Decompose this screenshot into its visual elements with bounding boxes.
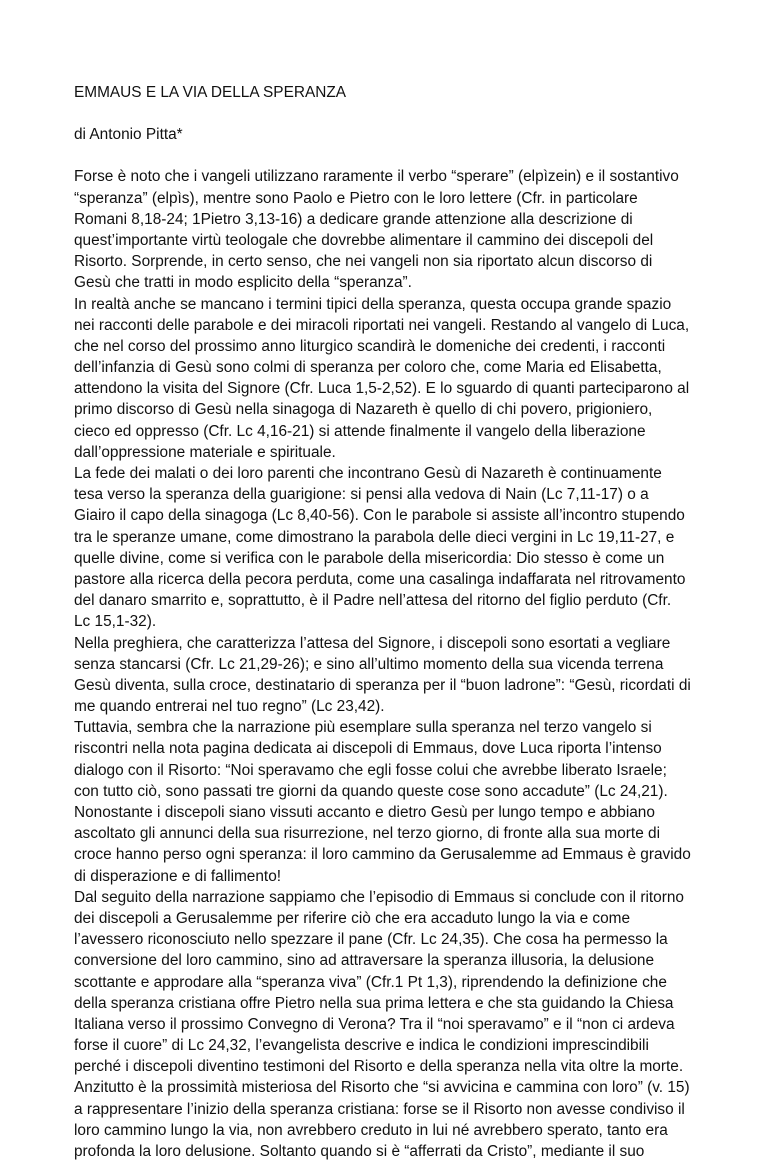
body-line: forse il cuore” di Lc 24,32, l’evangelista descrive e indica le condizioni imprescindibili — [74, 1037, 649, 1055]
body-line: In realtà anche se mancano i termini tipici della speranza, questa occupa grande spazio — [74, 295, 672, 313]
body-line: loro cammino lungo la via, non avrebbero creduto in lui né avrebbero sperato, tanto era — [74, 1121, 668, 1139]
body-line: Italiana verso il prossimo Convegno di Verona? Tra il “noi speravamo” e il “non ci ardeva — [74, 1015, 675, 1033]
body-line: del danaro smarrito e, soprattutto, è il Padre nell’attesa del ritorno del figlio perduto (Cfr. — [74, 592, 672, 610]
body-line: Romani 8,18-24; 1Pietro 3,13-16) a dedicare grande attenzione alla descrizione di — [74, 210, 633, 228]
body-line: scottante e approdare alla “speranza viva” (Cfr.1 Pt 1,3), riprendendo la definizione che — [74, 973, 667, 991]
spacer — [74, 145, 714, 166]
body-line: dall’oppressione materiale e spirituale. — [74, 443, 336, 461]
body-line: con tutto ciò, sono passati tre giorni da quando queste cose sono accadute” (Lc 24,21). — [74, 782, 668, 800]
body-line: tesa verso la speranza della guarigione: si pensi alla vedova di Nain (Lc 7,11-17) o a — [74, 486, 649, 504]
body-line: “speranza” (elpìs), mentre sono Paolo e Pietro con le loro lettere (Cfr. in particolare — [74, 189, 638, 207]
body-line: primo discorso di Gesù nella sinagoga di Nazareth è quello di chi povero, prigioniero, — [74, 401, 653, 419]
body-line: dei discepoli a Gerusalemme per riferire ciò che era accaduto lungo la via e come — [74, 909, 631, 927]
body-line: riscontri nella nota pagina dedicata ai discepoli di Emmaus, dove Luca riporta l’intenso — [74, 740, 662, 758]
body-line: senza stancarsi (Cfr. Lc 21,29-26); e sino all’ultimo momento della sua vicenda terrena — [74, 655, 664, 673]
body-line: conversione del loro cammino, sino ad attraversare la speranza illusoria, la delusione — [74, 952, 655, 970]
spacer — [74, 103, 714, 124]
body-line: La fede dei malati o dei loro parenti che incontrano Gesù di Nazareth è continuamente — [74, 465, 662, 482]
body-line: l’avessero riconosciuto nello spezzare il pane (Cfr. Lc 24,35). Che cosa ha permesso la — [74, 931, 668, 949]
body-line: dialogo con il Risorto: “Noi speravamo che egli fosse colui che avrebbe liberato Israele; — [74, 761, 667, 779]
body-line: Gesù che tratti in modo esplicito della “speranza”. — [74, 274, 412, 292]
document-title: EMMAUS E LA VIA DELLA SPERANZA — [74, 84, 347, 101]
body-line: Lc 15,1-32). — [74, 613, 157, 631]
body-line: nei racconti delle parabole e dei miracoli riportati nei vangeli. Restando al vangelo di Luca, — [74, 316, 690, 334]
body-line: me quando entrerai nel tuo regno” (Lc 23,42). — [74, 698, 385, 716]
body-line: Anzitutto è la prossimità misteriosa del Risorto che “si avvicina e cammina con loro” (v. 15) — [74, 1079, 690, 1097]
body-line: perché i discepoli diventino testimoni del Risorto e della speranza nella vita oltre la morte. — [74, 1058, 684, 1076]
document-page — [74, 82, 714, 1162]
body-line: Giairo il capo della sinagoga (Lc 8,40-56). Con le parabole si assiste all’incontro stupendo — [74, 507, 685, 525]
body-line: quest’importante virtù teologale che dovrebbe alimentare il cammino dei discepoli del — [74, 231, 654, 249]
body-line: Nella preghiera, che caratterizza l’attesa del Signore, i discepoli sono esortati a vegliare — [74, 634, 671, 652]
body-line: tra le speranze umane, come dimostrano la parabola delle dieci vergini in Lc 19,11-27, e — [74, 528, 675, 546]
body-line: pastore alla ricerca della pecora perduta, come una casalinga indaffarata nel ritrovamento — [74, 570, 686, 588]
body-line: che nel corso del prossimo anno liturgico scandirà le domeniche dei credenti, i racconti — [74, 337, 666, 355]
body-line: a rappresentare l’inizio della speranza cristiana: forse se il Risorto non avesse condiviso il — [74, 1100, 685, 1118]
body-line: Forse è noto che i vangeli utilizzano raramente il verbo “sperare” (elpìzein) e il sostantivo — [74, 168, 679, 186]
document-body — [74, 166, 714, 1162]
body-line: Tuttavia, sembra che la narrazione più esemplare sulla speranza nel terzo vangelo si — [74, 719, 652, 737]
body-line: ascoltato gli annunci della sua risurrezione, nel terzo giorno, di fronte alla sua morte di — [74, 825, 661, 843]
body-line: Risorto. Sorprende, in certo senso, che nei vangeli non sia riportato alcun discorso di — [74, 253, 653, 271]
document-author: di Antonio Pitta* — [74, 126, 183, 144]
body-line: profonda la loro delusione. Soltanto quando si è “afferrati da Cristo”, mediante il suo — [74, 1143, 645, 1160]
body-line: Nonostante i discepoli siano vissuti accanto e dietro Gesù per lungo tempo e abbiano — [74, 804, 655, 821]
body-line: della speranza cristiana offre Pietro nella sua prima lettera e che sta guidando la Chiesa — [74, 994, 674, 1012]
body-line: Gesù diventa, sulla croce, destinatario di speranza per il “buon ladrone”: “Gesù, ricordati di — [74, 676, 691, 694]
body-line: quelle divine, come si verifica con le parabole della misericordia: Dio stesso è come un — [74, 549, 665, 567]
body-line: dell’infanzia di Gesù sono colmi di speranza per coloro che, come Maria ed Elisabetta, — [74, 359, 662, 377]
body-line: di disperazione e di fallimento! — [74, 867, 282, 885]
body-line: attendono la visita del Signore (Cfr. Luca 1,5-2,52). E lo sguardo di quanti parteciparono al — [74, 380, 690, 398]
body-line: cieco ed oppresso (Cfr. Lc 4,16-21) si attende finalmente il vangelo della liberazione — [74, 422, 646, 440]
body-line: Dal seguito della narrazione sappiamo che l’episodio di Emmaus si conclude con il ritorno — [74, 888, 684, 906]
body-line: croce hanno perso ogni speranza: il loro cammino da Gerusalemme ad Emmaus è gravido — [74, 846, 691, 864]
